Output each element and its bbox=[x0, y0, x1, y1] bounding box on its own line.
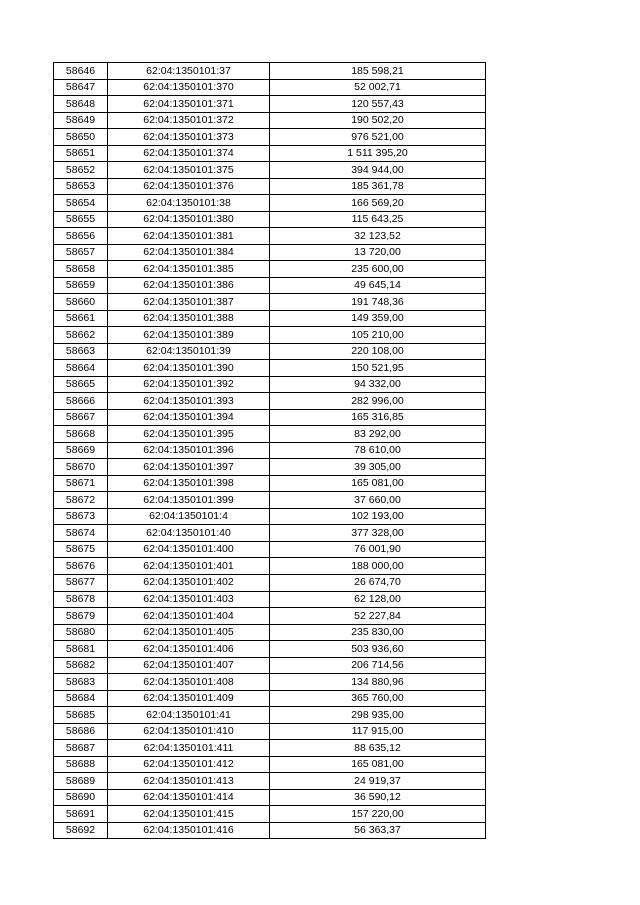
table-row bbox=[54, 525, 486, 542]
row-number-cell: 58647 bbox=[54, 79, 108, 96]
table-row bbox=[54, 112, 486, 129]
cadastral-number-cell: 62:04:1350101:392 bbox=[108, 376, 270, 393]
table-row bbox=[54, 261, 486, 278]
table-row bbox=[54, 294, 486, 311]
cadastral-number-cell: 62:04:1350101:38 bbox=[108, 195, 270, 212]
cadastral-value-cell: 188 000,00 bbox=[270, 558, 486, 575]
table-row bbox=[54, 393, 486, 410]
cadastral-number-cell: 62:04:1350101:373 bbox=[108, 129, 270, 146]
cadastral-value-cell: 52 002,71 bbox=[270, 79, 486, 96]
row-number-cell: 58656 bbox=[54, 228, 108, 245]
table-row bbox=[54, 426, 486, 443]
cadastral-number-cell: 62:04:1350101:376 bbox=[108, 178, 270, 195]
table-row bbox=[54, 343, 486, 360]
table-row bbox=[54, 277, 486, 294]
row-number-cell: 58677 bbox=[54, 574, 108, 591]
table-row bbox=[54, 508, 486, 525]
cadastral-number-cell: 62:04:1350101:385 bbox=[108, 261, 270, 278]
cadastral-number-cell: 62:04:1350101:388 bbox=[108, 310, 270, 327]
cadastral-number-cell: 62:04:1350101:395 bbox=[108, 426, 270, 443]
cadastral-number-cell: 62:04:1350101:39 bbox=[108, 343, 270, 360]
table-row bbox=[54, 740, 486, 757]
table-row bbox=[54, 558, 486, 575]
row-number-cell: 58683 bbox=[54, 674, 108, 691]
cadastral-value-cell: 134 880,96 bbox=[270, 674, 486, 691]
cadastral-number-cell: 62:04:1350101:414 bbox=[108, 789, 270, 806]
cadastral-number-cell: 62:04:1350101:40 bbox=[108, 525, 270, 542]
row-number-cell: 58666 bbox=[54, 393, 108, 410]
table-row bbox=[54, 756, 486, 773]
row-number-cell: 58684 bbox=[54, 690, 108, 707]
cadastral-value-cell: 115 643,25 bbox=[270, 211, 486, 228]
row-number-cell: 58678 bbox=[54, 591, 108, 608]
cadastral-number-cell: 62:04:1350101:371 bbox=[108, 96, 270, 113]
table-row bbox=[54, 459, 486, 476]
row-number-cell: 58667 bbox=[54, 409, 108, 426]
row-number-cell: 58681 bbox=[54, 641, 108, 658]
cadastral-value-cell: 377 328,00 bbox=[270, 525, 486, 542]
cadastral-value-cell: 190 502,20 bbox=[270, 112, 486, 129]
table-row bbox=[54, 674, 486, 691]
cadastral-value-cell: 282 996,00 bbox=[270, 393, 486, 410]
row-number-cell: 58680 bbox=[54, 624, 108, 641]
row-number-cell: 58660 bbox=[54, 294, 108, 311]
cadastral-value-cell: 56 363,37 bbox=[270, 822, 486, 839]
cadastral-value-cell: 206 714,56 bbox=[270, 657, 486, 674]
cadastral-value-cell: 39 305,00 bbox=[270, 459, 486, 476]
row-number-cell: 58663 bbox=[54, 343, 108, 360]
table-row bbox=[54, 228, 486, 245]
cadastral-value-cell: 52 227,84 bbox=[270, 608, 486, 625]
row-number-cell: 58675 bbox=[54, 541, 108, 558]
cadastral-value-cell: 120 557,43 bbox=[270, 96, 486, 113]
cadastral-number-cell: 62:04:1350101:404 bbox=[108, 608, 270, 625]
table-row bbox=[54, 591, 486, 608]
row-number-cell: 58692 bbox=[54, 822, 108, 839]
table-row bbox=[54, 162, 486, 179]
table-row bbox=[54, 145, 486, 162]
cadastral-value-cell: 88 635,12 bbox=[270, 740, 486, 757]
cadastral-number-cell: 62:04:1350101:384 bbox=[108, 244, 270, 261]
cadastral-value-table bbox=[53, 62, 486, 839]
row-number-cell: 58654 bbox=[54, 195, 108, 212]
cadastral-value-cell: 13 720,00 bbox=[270, 244, 486, 261]
cadastral-number-cell: 62:04:1350101:410 bbox=[108, 723, 270, 740]
row-number-cell: 58687 bbox=[54, 740, 108, 757]
cadastral-value-cell: 191 748,36 bbox=[270, 294, 486, 311]
row-number-cell: 58658 bbox=[54, 261, 108, 278]
row-number-cell: 58685 bbox=[54, 707, 108, 724]
cadastral-value-cell: 37 660,00 bbox=[270, 492, 486, 509]
cadastral-number-cell: 62:04:1350101:394 bbox=[108, 409, 270, 426]
table-row bbox=[54, 492, 486, 509]
table-row bbox=[54, 475, 486, 492]
row-number-cell: 58657 bbox=[54, 244, 108, 261]
cadastral-number-cell: 62:04:1350101:398 bbox=[108, 475, 270, 492]
table-row bbox=[54, 707, 486, 724]
table-row bbox=[54, 541, 486, 558]
row-number-cell: 58659 bbox=[54, 277, 108, 294]
table-row bbox=[54, 442, 486, 459]
row-number-cell: 58691 bbox=[54, 806, 108, 823]
cadastral-number-cell: 62:04:1350101:411 bbox=[108, 740, 270, 757]
cadastral-value-cell: 298 935,00 bbox=[270, 707, 486, 724]
cadastral-number-cell: 62:04:1350101:399 bbox=[108, 492, 270, 509]
cadastral-value-cell: 165 081,00 bbox=[270, 756, 486, 773]
cadastral-value-cell: 94 332,00 bbox=[270, 376, 486, 393]
row-number-cell: 58668 bbox=[54, 426, 108, 443]
row-number-cell: 58690 bbox=[54, 789, 108, 806]
cadastral-number-cell: 62:04:1350101:397 bbox=[108, 459, 270, 476]
cadastral-value-cell: 365 760,00 bbox=[270, 690, 486, 707]
table-row bbox=[54, 195, 486, 212]
cadastral-value-cell: 62 128,00 bbox=[270, 591, 486, 608]
cadastral-number-cell: 62:04:1350101:407 bbox=[108, 657, 270, 674]
cadastral-number-cell: 62:04:1350101:408 bbox=[108, 674, 270, 691]
row-number-cell: 58674 bbox=[54, 525, 108, 542]
row-number-cell: 58689 bbox=[54, 773, 108, 790]
cadastral-value-cell: 32 123,52 bbox=[270, 228, 486, 245]
table-row bbox=[54, 690, 486, 707]
row-number-cell: 58661 bbox=[54, 310, 108, 327]
table-row bbox=[54, 789, 486, 806]
cadastral-value-cell: 157 220,00 bbox=[270, 806, 486, 823]
table-row bbox=[54, 773, 486, 790]
cadastral-number-cell: 62:04:1350101:390 bbox=[108, 360, 270, 377]
row-number-cell: 58676 bbox=[54, 558, 108, 575]
row-number-cell: 58686 bbox=[54, 723, 108, 740]
cadastral-value-cell: 149 359,00 bbox=[270, 310, 486, 327]
table-row bbox=[54, 624, 486, 641]
table-row bbox=[54, 129, 486, 146]
table-row bbox=[54, 657, 486, 674]
row-number-cell: 58682 bbox=[54, 657, 108, 674]
row-number-cell: 58648 bbox=[54, 96, 108, 113]
row-number-cell: 58673 bbox=[54, 508, 108, 525]
table-row bbox=[54, 211, 486, 228]
cadastral-value-cell: 503 936,60 bbox=[270, 641, 486, 658]
cadastral-value-cell: 105 210,00 bbox=[270, 327, 486, 344]
table-row bbox=[54, 96, 486, 113]
table-row bbox=[54, 409, 486, 426]
table-row bbox=[54, 178, 486, 195]
cadastral-value-cell: 1 511 395,20 bbox=[270, 145, 486, 162]
cadastral-number-cell: 62:04:1350101:375 bbox=[108, 162, 270, 179]
table-row bbox=[54, 360, 486, 377]
cadastral-number-cell: 62:04:1350101:374 bbox=[108, 145, 270, 162]
cadastral-number-cell: 62:04:1350101:37 bbox=[108, 63, 270, 80]
cadastral-number-cell: 62:04:1350101:387 bbox=[108, 294, 270, 311]
table-row bbox=[54, 79, 486, 96]
row-number-cell: 58655 bbox=[54, 211, 108, 228]
cadastral-value-cell: 976 521,00 bbox=[270, 129, 486, 146]
cadastral-number-cell: 62:04:1350101:370 bbox=[108, 79, 270, 96]
table-row bbox=[54, 806, 486, 823]
cadastral-value-cell: 26 674,70 bbox=[270, 574, 486, 591]
cadastral-number-cell: 62:04:1350101:380 bbox=[108, 211, 270, 228]
cadastral-value-cell: 78 610,00 bbox=[270, 442, 486, 459]
cadastral-number-cell: 62:04:1350101:406 bbox=[108, 641, 270, 658]
cadastral-number-cell: 62:04:1350101:393 bbox=[108, 393, 270, 410]
table-row bbox=[54, 574, 486, 591]
row-number-cell: 58665 bbox=[54, 376, 108, 393]
row-number-cell: 58662 bbox=[54, 327, 108, 344]
cadastral-number-cell: 62:04:1350101:409 bbox=[108, 690, 270, 707]
cadastral-number-cell: 62:04:1350101:415 bbox=[108, 806, 270, 823]
row-number-cell: 58664 bbox=[54, 360, 108, 377]
cadastral-value-cell: 150 521,95 bbox=[270, 360, 486, 377]
cadastral-number-cell: 62:04:1350101:416 bbox=[108, 822, 270, 839]
row-number-cell: 58672 bbox=[54, 492, 108, 509]
row-number-cell: 58652 bbox=[54, 162, 108, 179]
row-number-cell: 58671 bbox=[54, 475, 108, 492]
table-row bbox=[54, 376, 486, 393]
table-row bbox=[54, 723, 486, 740]
cadastral-value-cell: 102 193,00 bbox=[270, 508, 486, 525]
row-number-cell: 58688 bbox=[54, 756, 108, 773]
table-body bbox=[54, 63, 486, 839]
row-number-cell: 58679 bbox=[54, 608, 108, 625]
cadastral-number-cell: 62:04:1350101:403 bbox=[108, 591, 270, 608]
cadastral-value-cell: 36 590,12 bbox=[270, 789, 486, 806]
cadastral-value-cell: 394 944,00 bbox=[270, 162, 486, 179]
cadastral-value-cell: 24 919,37 bbox=[270, 773, 486, 790]
row-number-cell: 58653 bbox=[54, 178, 108, 195]
cadastral-number-cell: 62:04:1350101:372 bbox=[108, 112, 270, 129]
table-row bbox=[54, 822, 486, 839]
cadastral-value-cell: 166 569,20 bbox=[270, 195, 486, 212]
row-number-cell: 58669 bbox=[54, 442, 108, 459]
table-row bbox=[54, 641, 486, 658]
cadastral-number-cell: 62:04:1350101:401 bbox=[108, 558, 270, 575]
cadastral-value-cell: 76 001,90 bbox=[270, 541, 486, 558]
cadastral-number-cell: 62:04:1350101:412 bbox=[108, 756, 270, 773]
cadastral-number-cell: 62:04:1350101:396 bbox=[108, 442, 270, 459]
cadastral-value-cell: 165 316,85 bbox=[270, 409, 486, 426]
cadastral-number-cell: 62:04:1350101:389 bbox=[108, 327, 270, 344]
table-row bbox=[54, 244, 486, 261]
cadastral-value-cell: 165 081,00 bbox=[270, 475, 486, 492]
row-number-cell: 58650 bbox=[54, 129, 108, 146]
row-number-cell: 58651 bbox=[54, 145, 108, 162]
table-row bbox=[54, 327, 486, 344]
table-row bbox=[54, 63, 486, 80]
cadastral-value-cell: 83 292,00 bbox=[270, 426, 486, 443]
cadastral-value-cell: 185 598,21 bbox=[270, 63, 486, 80]
row-number-cell: 58646 bbox=[54, 63, 108, 80]
cadastral-value-cell: 220 108,00 bbox=[270, 343, 486, 360]
cadastral-number-cell: 62:04:1350101:413 bbox=[108, 773, 270, 790]
cadastral-value-cell: 235 830,00 bbox=[270, 624, 486, 641]
cadastral-number-cell: 62:04:1350101:41 bbox=[108, 707, 270, 724]
cadastral-value-cell: 235 600,00 bbox=[270, 261, 486, 278]
cadastral-number-cell: 62:04:1350101:386 bbox=[108, 277, 270, 294]
table-row bbox=[54, 608, 486, 625]
cadastral-number-cell: 62:04:1350101:400 bbox=[108, 541, 270, 558]
cadastral-value-cell: 185 361,78 bbox=[270, 178, 486, 195]
table-row bbox=[54, 310, 486, 327]
cadastral-number-cell: 62:04:1350101:381 bbox=[108, 228, 270, 245]
cadastral-number-cell: 62:04:1350101:402 bbox=[108, 574, 270, 591]
cadastral-value-cell: 49 645,14 bbox=[270, 277, 486, 294]
row-number-cell: 58649 bbox=[54, 112, 108, 129]
row-number-cell: 58670 bbox=[54, 459, 108, 476]
cadastral-value-cell: 117 915,00 bbox=[270, 723, 486, 740]
cadastral-number-cell: 62:04:1350101:4 bbox=[108, 508, 270, 525]
cadastral-number-cell: 62:04:1350101:405 bbox=[108, 624, 270, 641]
